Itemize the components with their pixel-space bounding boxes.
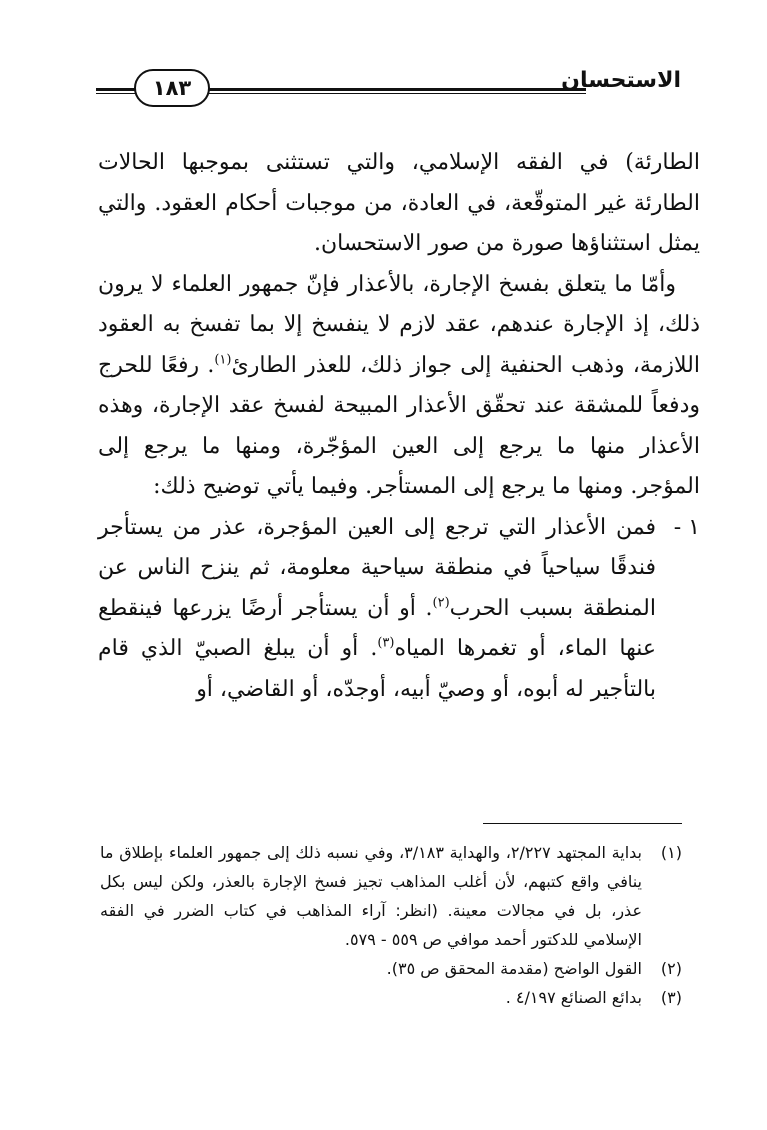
- paragraph-2: [98, 265, 700, 508]
- header-rule-left: [96, 88, 136, 94]
- header-rule-right: [206, 88, 586, 94]
- footnote-1: [100, 838, 682, 954]
- footnote-number: (١): [660, 843, 682, 862]
- page-header: [96, 68, 681, 108]
- footnote-2: [100, 954, 682, 983]
- paragraph-2-part-a: وأمّا ما يتعلق بفسخ الإجارة، بالأعذار فإنّ جمهور العلماء لا يرون ذلك، إذ الإجارة عندهم، عقد لازم لا ينفسخ إلا بما تفسخ به العقود اللازمة، وذهب الحنفية إلى جواز ذلك، للعذر الطارئ: [98, 271, 701, 378]
- footnote-number: (٣): [660, 988, 682, 1007]
- footnote-3: [100, 983, 682, 1012]
- footnote-separator: [483, 823, 682, 824]
- footnote-ref-3: (٣): [377, 635, 395, 651]
- paragraph-1: الطارئة) في الفقه الإسلامي، والتي تستثنى بموجبها الحالات الطارئة غير المتوقّعة، في العادة، من موجبات أحكام العقود. والتي يمثل استثناؤها صورة من صور الاستحسان.: [98, 150, 700, 256]
- paragraph-2-part-b: . رفعًا للحرج ودفعاً للمشقة عند تحقّق الأعذار المبيحة لفسخ عقد الإجارة، وهذه الأعذار منها ما يرجع إلى العين المؤجّرة، ومنها ما يرجع إلى المؤجر. ومنها ما يرجع إلى المستأجر. وفيما يأتي توضيح ذلك:: [98, 352, 700, 499]
- list-item-1-part-c: . أو أن يبلغ الصبيّ الذي قام بالتأجير له أبوه، أو وصيّ أبيه، أوجدّه، أو القاضي، أو: [98, 636, 656, 702]
- list-item-number: ١ -: [673, 514, 700, 540]
- footnote-ref-2: (٢): [432, 595, 450, 611]
- footnote-number: (٢): [660, 959, 682, 978]
- list-item-1-part-b: . أو أن يستأجر أرضًا يزرعها فينقطع عنها الماء، أو تغمرها المياه: [98, 595, 656, 661]
- footnote-ref-1: (١): [214, 352, 232, 368]
- footnote-text: بدائع الصنائع ٤/١٩٧ .: [505, 988, 642, 1007]
- footnote-text: بداية المجتهد ٢/٢٢٧، والهداية ٣/١٨٣، وفي نسبه ذلك إلى جمهور العلماء بإطلاق ما ينافي واقع كتبهم، لأن أغلب المذاهب تجيز فسخ الإجارة بالعذر، ولكن ليس بكل عذر، بل في مجالات معينة. (انظر: آراء المذاهب في كتاب الضرر في الفقه الإسلامي للدكتور أحمد موافي ص ٥٥٩ - ٥٧٩.: [100, 843, 643, 949]
- footnote-text: القول الواضح (مقدمة المحقق ص ٣٥).: [386, 959, 642, 978]
- list-item-1: [98, 508, 700, 711]
- list-item-1-part-a: فمن الأعذار التي ترجع إلى العين المؤجرة، عذر من يستأجر فندقًا سياحياً في منطقة سياحية معلومة، ثم ينزح الناس عن المنطقة بسبب الحرب: [98, 514, 656, 621]
- footnotes: [100, 838, 682, 1012]
- running-head-title: الاستحسان: [561, 68, 681, 93]
- main-text: [98, 143, 700, 710]
- page-number-badge: ١٨٣: [134, 69, 210, 107]
